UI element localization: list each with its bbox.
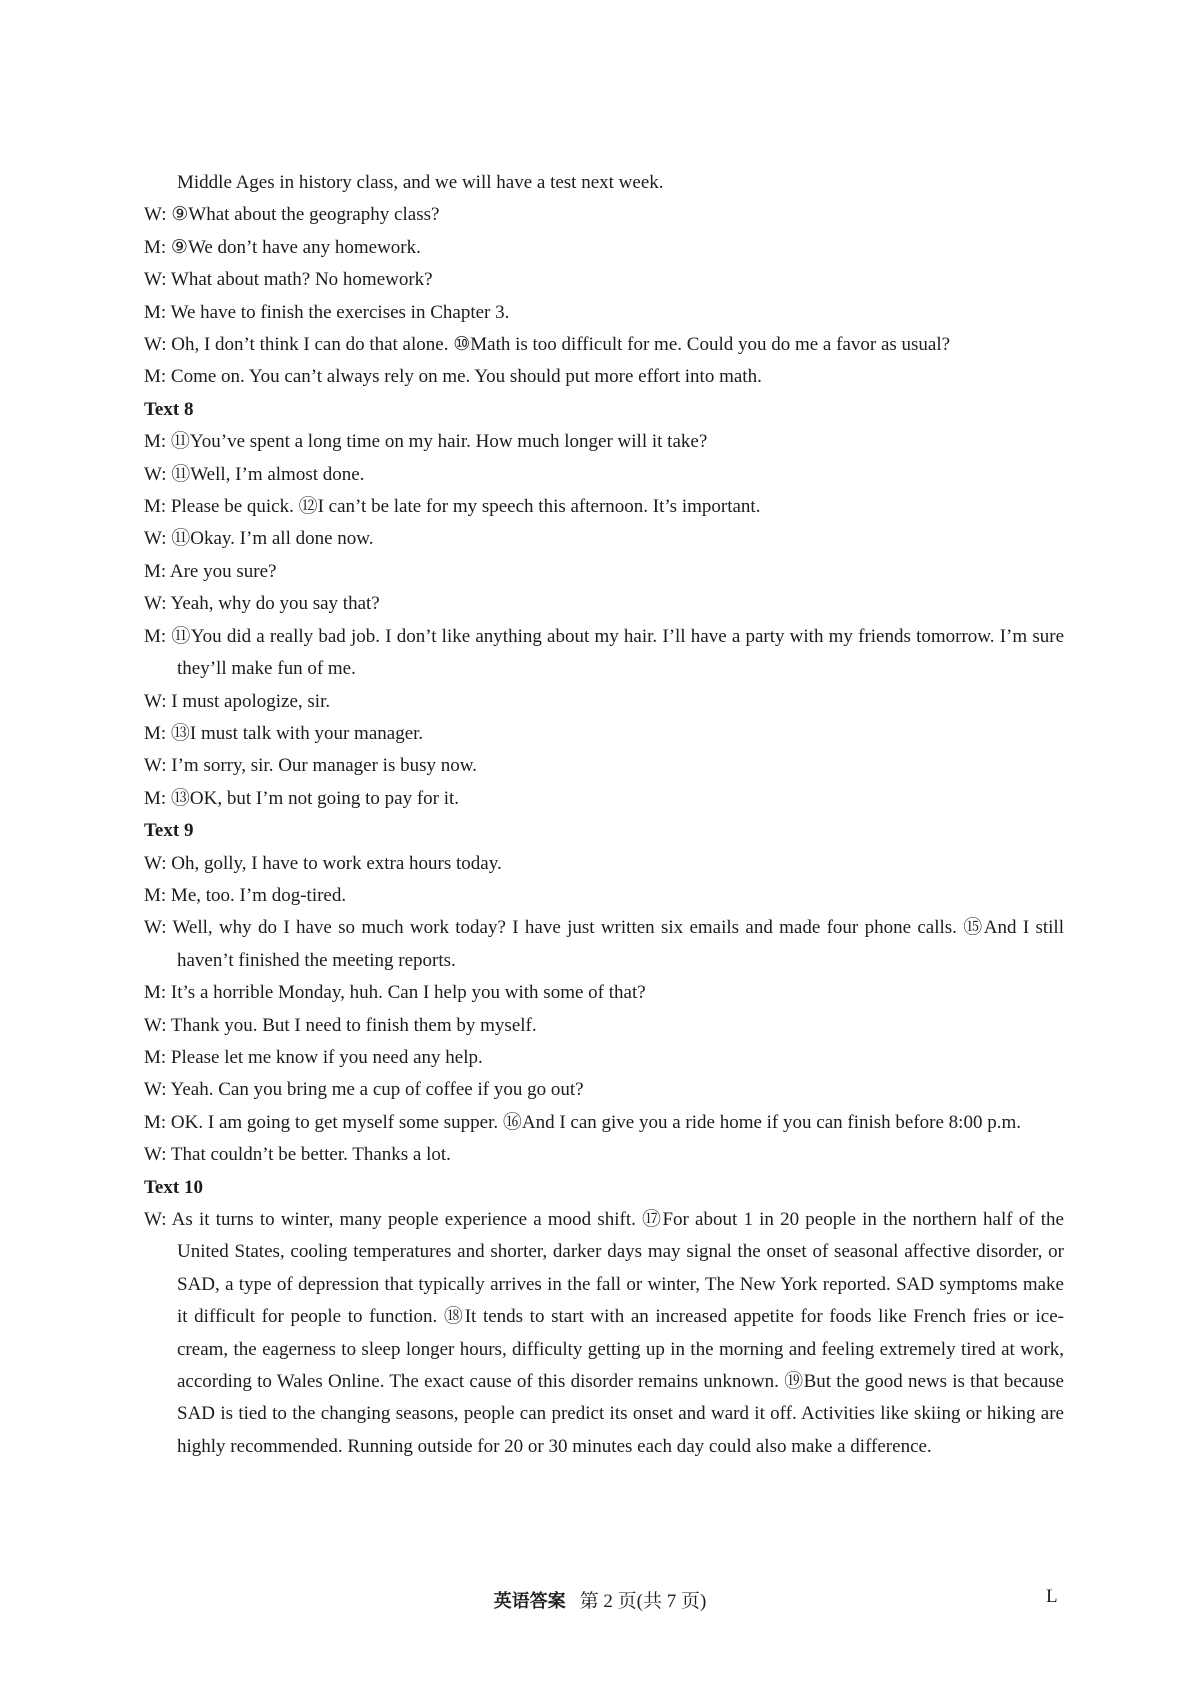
dialogue-line: M: Me, too. I’m dog-tired. bbox=[144, 884, 347, 906]
dialogue-line: M: We have to finish the exercises in Chapter 3. bbox=[144, 301, 510, 323]
dialogue-line: W: Yeah. Can you bring me a cup of coffee if you go out? bbox=[144, 1079, 584, 1101]
dialogue-line: M: ⑬I must talk with your manager. bbox=[144, 722, 424, 744]
dialogue-line: M: Come on. You can’t always rely on me. You should put more effort into math. bbox=[144, 366, 762, 388]
dialogue-line: W: ⑪Okay. I’m all done now. bbox=[144, 528, 374, 550]
dialogue-line: W: I must apologize, sir. bbox=[144, 690, 331, 712]
dialogue-line: M: It’s a horrible Monday, huh. Can I help you with some of that? bbox=[144, 982, 646, 1004]
dialogue-line: W: As it turns to winter, many people experience a mood shift. ⑰For about 1 in 20 people in the northern half of the United States, cooling temperatures and shorter, darker days may signal the onset of seasonal affective disorder, or SAD, a type of depression that typically arrives in the fall or winter, The New York reported. SAD symptoms make it difficult for people to function. ⑱It tends to start with an increased appetite for foods like French fries or ice-cream, the eagerness to sleep longer hours, difficulty getting up in the morning and feeling extremely tired at work, according to Wales Online. The exact cause of this disorder remains unknown. ⑲But the good news is that because SAD is tied to the changing seasons, people can predict its onset and ward it off. Activities like skiing or hiking are highly recommended. Running outside for 20 or 30 minutes each day could also make a difference. bbox=[144, 1209, 1064, 1457]
dialogue-line: W: Thank you. But I need to finish them by myself. bbox=[144, 1014, 537, 1036]
dialogue-line: W: What about math? No homework? bbox=[144, 269, 433, 291]
dialogue-line: M: Are you sure? bbox=[144, 560, 277, 582]
dialogue-line: Middle Ages in history class, and we will have a test next week. bbox=[177, 172, 664, 193]
dialogue-line: M: ⑬OK, but I’m not going to pay for it. bbox=[144, 787, 460, 809]
dialogue-line: M: ⑪You’ve spent a long time on my hair. How much longer will it take? bbox=[144, 431, 708, 453]
section-heading: Text 10 bbox=[144, 1176, 203, 1198]
section-heading: Text 8 bbox=[144, 398, 194, 420]
footer-subject: 英语答案 bbox=[493, 1591, 566, 1612]
dialogue-line: W: ⑪Well, I’m almost done. bbox=[144, 463, 365, 485]
document-body bbox=[144, 167, 1064, 1463]
dialogue-line: M: ⑨We don’t have any homework. bbox=[144, 236, 421, 258]
dialogue-line: W: Well, why do I have so much work today? I have just written six emails and made four phone calls. ⑮And I still haven’t finished the meeting reports. bbox=[144, 917, 1064, 971]
dialogue-line: W: Yeah, why do you say that? bbox=[144, 593, 380, 615]
dialogue-line: M: ⑪You did a really bad job. I don’t like anything about my hair. I’ll have a party with my friends tomorrow. I’m sure they’ll make fun of me. bbox=[144, 625, 1064, 680]
dialogue-line: M: Please be quick. ⑫I can’t be late for my speech this afternoon. It’s important. bbox=[144, 496, 761, 518]
dialogue-line: W: ⑨What about the geography class? bbox=[144, 204, 440, 226]
dialogue-line: M: Please let me know if you need any help. bbox=[144, 1046, 483, 1068]
dialogue-line: M: OK. I am going to get myself some supper. ⑯And I can give you a ride home if you can finish before 8:00 p.m. bbox=[144, 1111, 1021, 1133]
dialogue-line: W: Oh, golly, I have to work extra hours today. bbox=[144, 852, 502, 874]
dialogue-line: W: Oh, I don’t think I can do that alone. ⑩Math is too difficult for me. Could you do me a favor as usual? bbox=[144, 334, 951, 356]
section-heading: Text 9 bbox=[144, 820, 194, 842]
page-number: 第 2 页(共 7 页) bbox=[579, 1591, 707, 1612]
dialogue-line: W: I’m sorry, sir. Our manager is busy now. bbox=[144, 755, 477, 777]
dialogue-line: W: That couldn’t be better. Thanks a lot. bbox=[144, 1144, 451, 1166]
footer-title bbox=[0, 1586, 1200, 1613]
version-mark: L bbox=[1046, 1586, 1058, 1607]
